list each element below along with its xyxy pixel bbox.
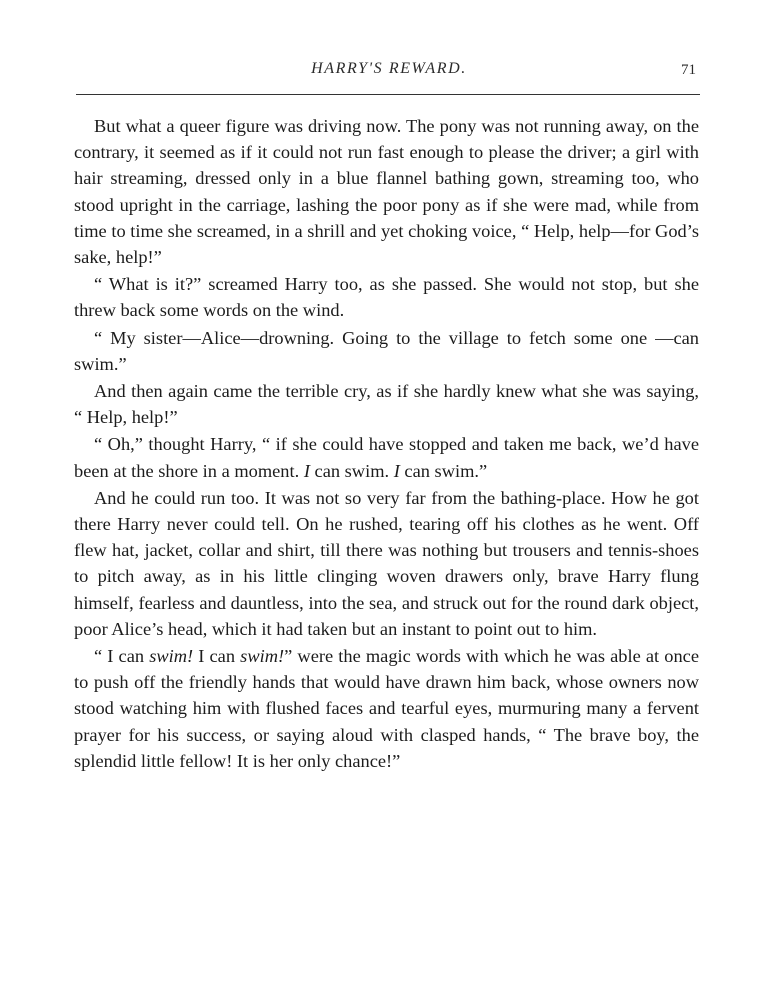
paragraph [74, 325, 699, 377]
paragraph-text: ” were the magic words with which he was able at once to push off the friendly hands that would have drawn him back, whose owners now stood watching him with flushed faces and tearful eyes, murmuring many a fervent prayer for his success, or saying aloud with clasped hands, “ The brave boy, the splendid little fellow! It is her only chance!” [74, 646, 699, 771]
paragraph-text: But what a queer figure was driving now. The pony was not running away, on the contrary, it seemed as if it could not run fast enough to please the driver; a girl with hair streaming, dressed only in a blue flannel bathing gown, streaming too, who stood upright in the carriage, lashing the poor pony as if she were mad, while from time to time she screamed, in a shrill and yet choking voice, “ Help, help—for God’s sake, help!” [74, 116, 699, 268]
paragraph-text: “ My sister—Alice—drowning. Going to the village to fetch some one —can swim.” [74, 327, 699, 374]
paragraph [74, 271, 699, 323]
paragraph-text: “ I can [94, 646, 150, 667]
header-rule [76, 94, 700, 95]
paragraph [74, 431, 699, 483]
running-title: HARRY'S REWARD. [311, 60, 467, 77]
paragraph-text: I can [193, 646, 241, 667]
paragraph [74, 485, 699, 642]
running-head [78, 60, 700, 86]
paragraph-text: And he could run too. It was not so very far from the bathing-place. How he got there Harry never could tell. On he rushed, tearing off his clothes as he went. Off flew hat, jacket, collar and shirt, till there was nothing but trousers and tennis-shoes to pitch away, as in his little clinging woven drawers only, brave Harry flung himself, fearless and dauntless, into the sea, and struck out for the round dark object, poor Alice’s head, which it had taken but an instant to point out to him. [74, 487, 699, 639]
italic-text: swim! [240, 646, 285, 667]
italic-text: swim! [149, 646, 194, 667]
paragraph-text: can swim. [309, 460, 394, 481]
body-text [74, 113, 699, 774]
paragraph [74, 643, 699, 774]
italic-text: I [303, 460, 310, 481]
paragraph-text: can swim.” [399, 460, 488, 481]
paragraph-text: “ What is it?” screamed Harry too, as she passed. She would not stop, but she threw back some words on the wind. [74, 274, 699, 321]
paragraph-text: “ Oh,” thought Harry, “ if she could have stopped and taken me back, we’d have been at the shore in a moment. [74, 434, 699, 481]
paragraph [74, 113, 699, 270]
paragraph-text: And then again came the terrible cry, as if she hardly knew what she was saying, “ Help, help!” [74, 381, 699, 428]
paragraph [74, 378, 699, 430]
page-number: 71 [681, 62, 696, 78]
italic-text: I [393, 460, 400, 481]
